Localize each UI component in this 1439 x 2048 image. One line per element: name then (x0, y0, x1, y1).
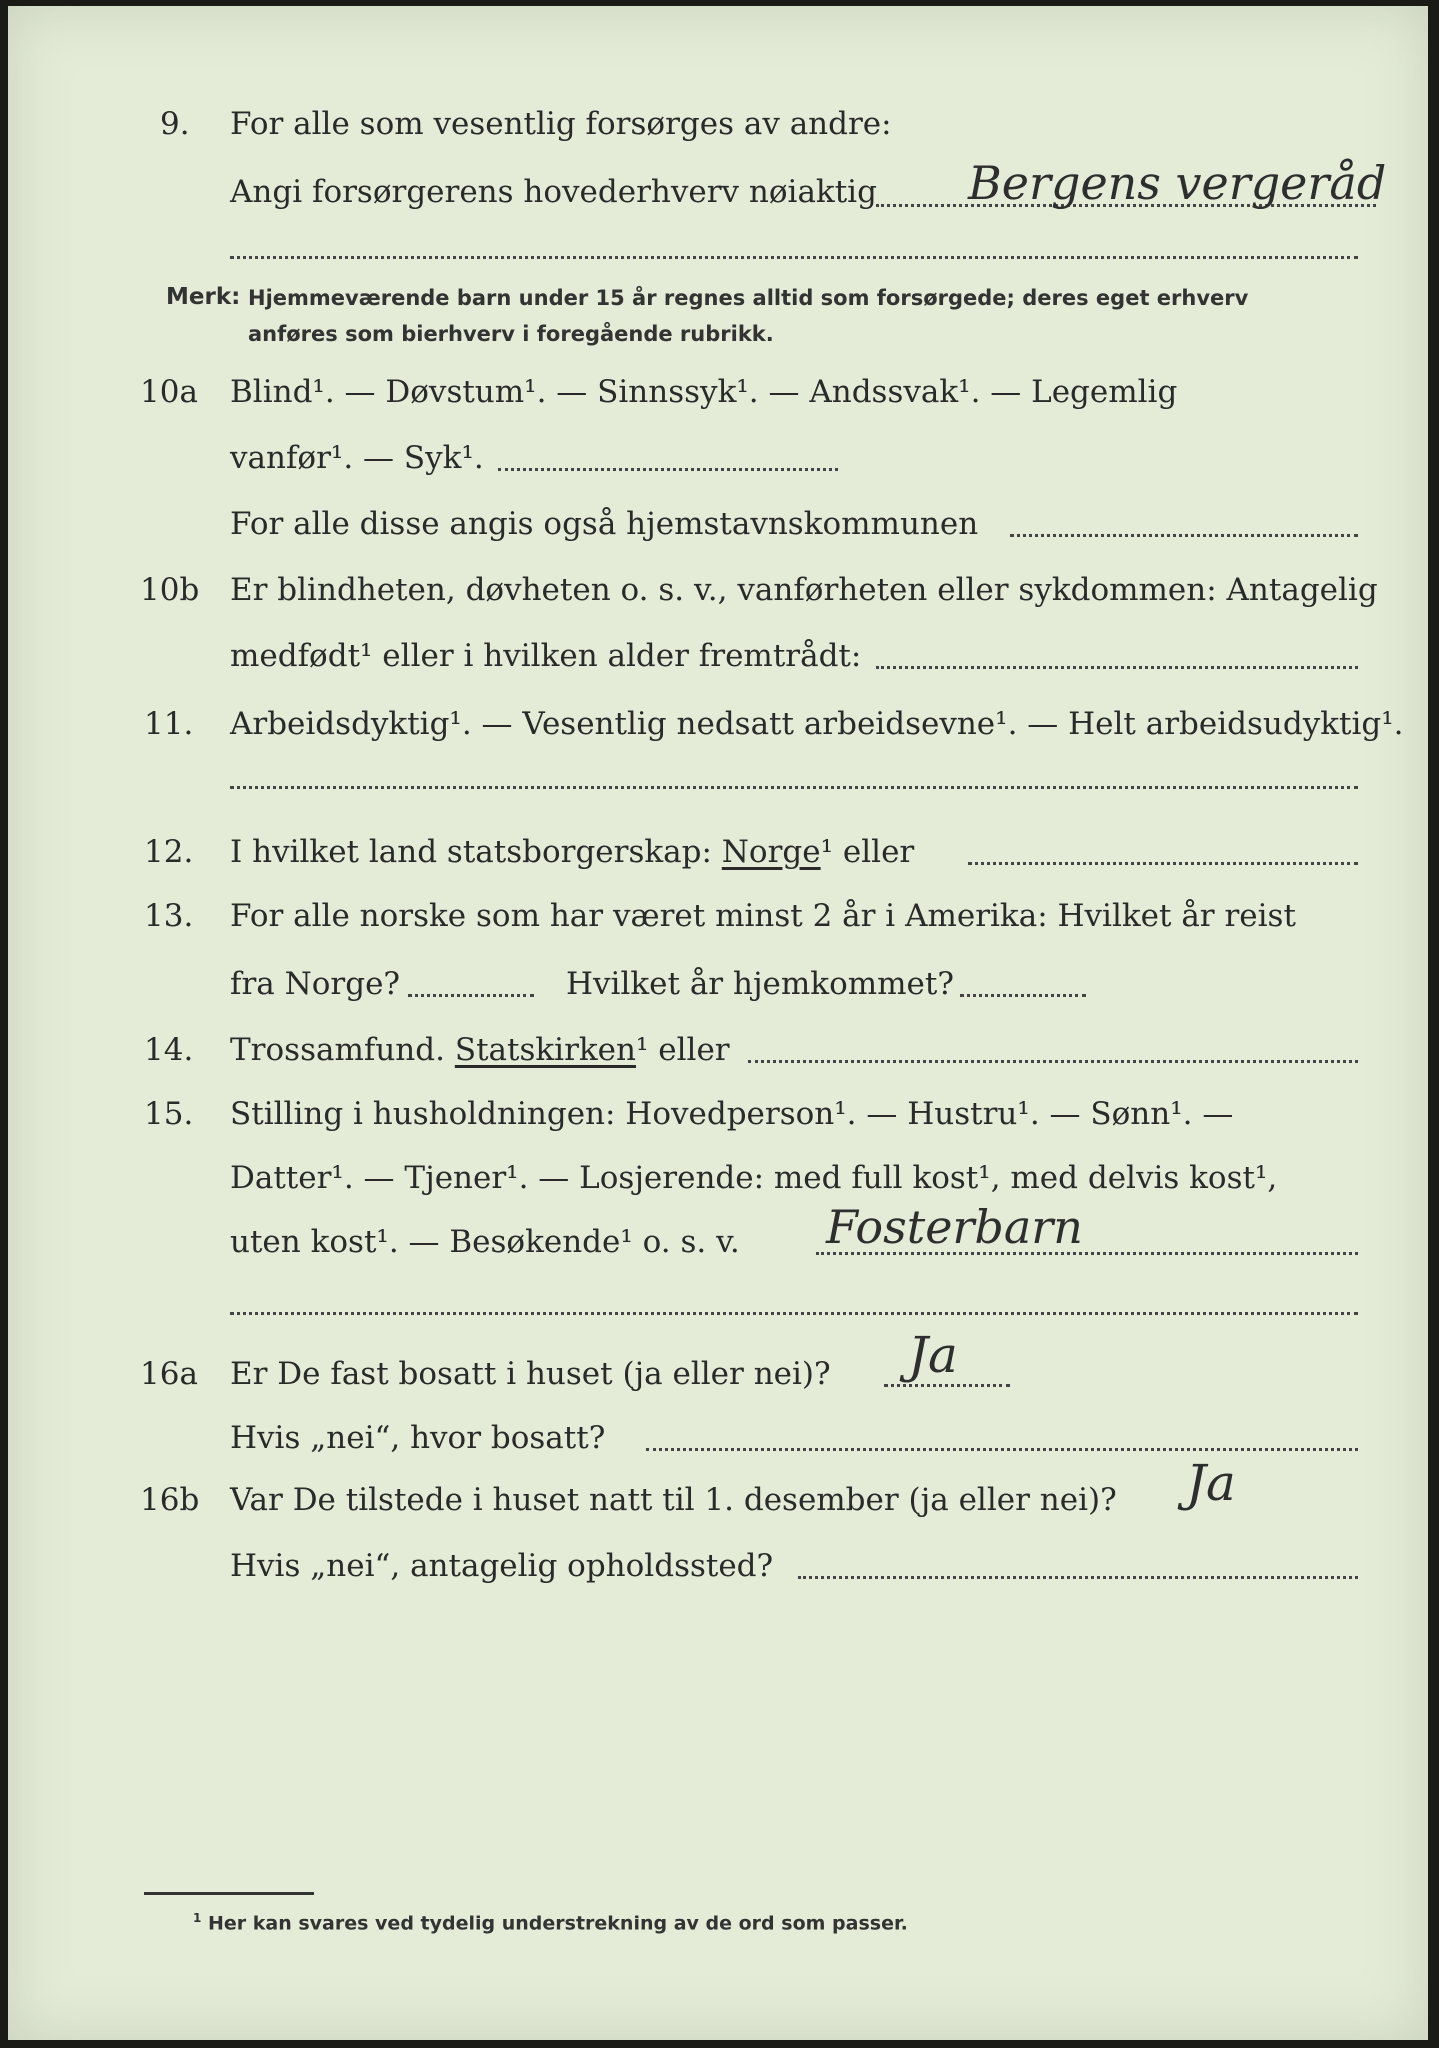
q12-norge: Norge (721, 834, 821, 870)
q15-number: 15. (144, 1096, 194, 1132)
footnote-rule (144, 1892, 314, 1895)
q14-dots (748, 1060, 1358, 1063)
q13-line2b-dots (960, 994, 1086, 997)
merk-line1: Hjemmeværende barn under 15 år regnes alltid som forsørgede; deres eget erhverv (248, 286, 1249, 310)
q16a-line2-dots (646, 1448, 1358, 1451)
q16a-number: 16a (140, 1356, 198, 1392)
footnote-body: Her kan svares ved tydelig understrekning av de ord som passer. (207, 1912, 908, 1935)
q16b-handwritten-answer: Ja (1186, 1454, 1236, 1512)
q10b-line2: medfødt¹ eller i hvilken alder fremtrådt: (230, 638, 862, 674)
census-form-page (8, 6, 1428, 2040)
q10a-line3: For alle disse angis også hjemstavnskommunen (230, 506, 979, 542)
q9-line1: For alle som vesentlig forsørges av andre: (230, 106, 892, 142)
q10b-line2-dots (876, 666, 1358, 669)
footnote-text (193, 1911, 908, 1934)
q10b-line1: Er blindheten, døvheten o. s. v., vanførheten eller sykdommen: Antagelig (230, 572, 1378, 608)
merk-line2: anføres som bierhverv i foregående rubrikk. (248, 322, 774, 346)
q10b-number: 10b (140, 572, 200, 608)
q16b-line2-dots (798, 1576, 1358, 1579)
q13-line1: For alle norske som har været minst 2 år i Amerika: Hvilket år reist (230, 898, 1296, 934)
q16a-line2: Hvis „nei“, hvor bosatt? (230, 1420, 606, 1456)
q11-extra-line (230, 786, 1358, 789)
q14-number: 14. (144, 1032, 194, 1068)
q16a-answer-line (884, 1384, 1010, 1387)
q10a-number: 10a (140, 374, 198, 410)
q14-line (230, 1032, 730, 1068)
q15-line3: uten kost¹. — Besøkende¹ o. s. v. (230, 1224, 740, 1260)
q12-number: 12. (144, 834, 194, 870)
q13-line2a: fra Norge? (230, 966, 401, 1002)
q9-extra-line (230, 256, 1358, 259)
q16b-line1: Var De tilstede i huset natt til 1. desember (ja eller nei)? (230, 1482, 1117, 1518)
q9-number: 9. (160, 106, 190, 142)
q10a-line2-dots (498, 468, 838, 471)
q13-number: 13. (144, 898, 194, 934)
q15-handwritten-answer: Fosterbarn (826, 1200, 1083, 1254)
q14-suffix: ¹ eller (635, 1032, 730, 1068)
q10a-line1: Blind¹. — Døvstum¹. — Sinnssyk¹. — Andssvak¹. — Legemlig (230, 374, 1178, 410)
q11-number: 11. (144, 706, 194, 742)
q15-extra-line (230, 1312, 1358, 1315)
q13-line2b: Hvilket år hjemkommet? (566, 966, 954, 1002)
q15-line2: Datter¹. — Tjener¹. — Losjerende: med full kost¹, med delvis kost¹, (230, 1160, 1278, 1196)
q12-dots (968, 862, 1358, 865)
q10a-line2: vanfør¹. — Syk¹. (230, 440, 484, 476)
q12-line (230, 834, 914, 870)
merk-label: Merk: (166, 284, 241, 310)
q16b-number: 16b (140, 1482, 200, 1518)
q9-handwritten-answer: Bergens vergeråd (968, 156, 1387, 210)
q10a-line3-dots (1010, 534, 1358, 537)
q9-line2: Angi forsørgerens hovederhverv nøiaktig (230, 174, 877, 210)
q12-suffix: ¹ eller (820, 834, 915, 870)
q14-prefix: Trossamfund. (230, 1032, 445, 1068)
q12-prefix: I hvilket land statsborgerskap: (230, 834, 712, 870)
q16a-handwritten-answer: Ja (908, 1326, 958, 1384)
q15-line1: Stilling i husholdningen: Hovedperson¹. — Hustru¹. — Sønn¹. — (230, 1096, 1234, 1132)
q16a-line1: Er De fast bosatt i huset (ja eller nei)? (230, 1356, 831, 1392)
q16b-line2: Hvis „nei“, antagelig opholdssted? (230, 1548, 774, 1584)
q11-line1: Arbeidsdyktig¹. — Vesentlig nedsatt arbeidsevne¹. — Helt arbeidsudyktig¹. (230, 706, 1404, 742)
q13-line2a-dots (408, 994, 534, 997)
footnote-mark: 1 (193, 1911, 202, 1925)
q14-statskirken: Statskirken (454, 1032, 636, 1068)
